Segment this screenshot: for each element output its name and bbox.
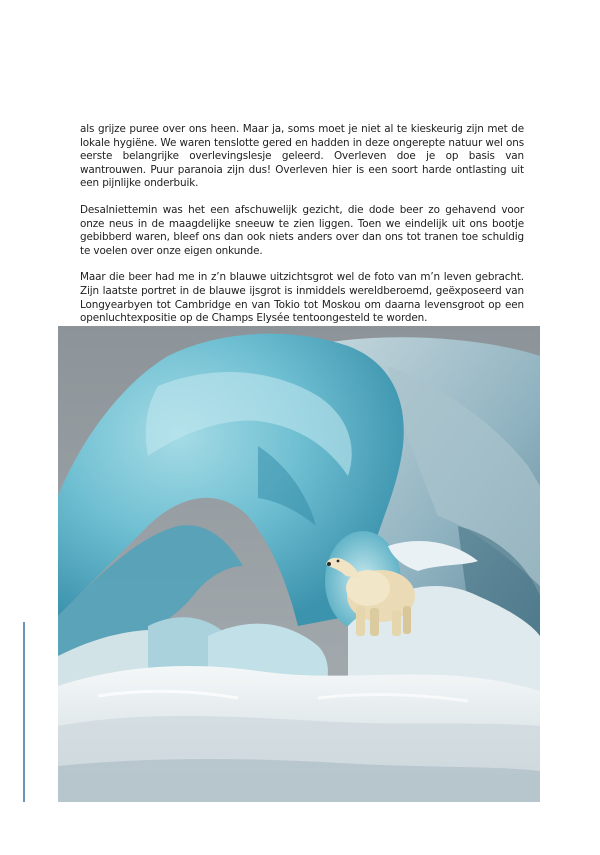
margin-rule [23, 622, 25, 802]
paragraph-3: Maar die beer had me in z’n blauwe uitzichtsgrot wel de foto van m’n leven gebracht. Zijn laatste portret in de blauwe ijsgrot is inmiddels wereldberoemd, geëxposeerd van Longyearbyen tot Cambridge en van Tokio tot Moskou om daarna levensgroot op een openluchtexpositie op de Champs Elysée tentoongesteld te worden. [80, 271, 524, 325]
body-text [80, 123, 524, 339]
paragraph-2: Desalniettemin was het een afschuwelijk gezicht, die dode beer zo gehavend voor onze neus in de maagdelijke sneeuw te zien liggen. Toen we eindelijk uit ons bootje gebibberd waren, bleef ons dan ook niets anders over dan ons tot tranen toe schuldig te voelen over onze eigen onkunde. [80, 203, 524, 257]
polar-bear-ice-cave-photo [58, 326, 540, 802]
paragraph-1: als grijze puree over ons heen. Maar ja, soms moet je niet al te kieskeurig zijn met de lokale hygiëne. We waren tenslotte gered en hadden in deze ongerepte natuur wel ons eerste belangrijke overlevingslesje geleerd. Overleven doe je op basis van wantrouwen. Puur paranoia zijn dus! Overleven hier is een soort harde ontlasting uit een pijnlijke onderbuik. [80, 123, 524, 190]
